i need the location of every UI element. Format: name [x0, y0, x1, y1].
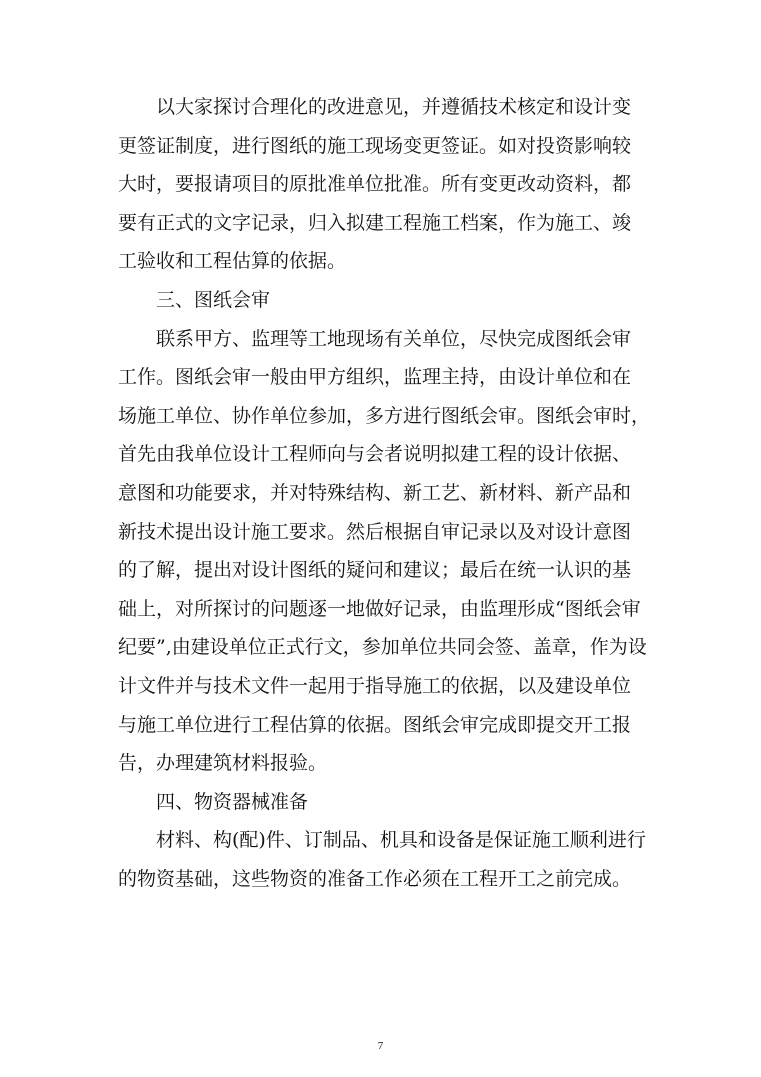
body-text — [118, 88, 651, 898]
paragraph-line: 础上，对所探讨的问题逐一地做好记录，由监理形成“图纸会审 — [118, 597, 641, 620]
paragraph-line: 工作。图纸会审一般由甲方组织，监理主持，由设计单位和在 — [118, 366, 632, 389]
paragraph-line: 告，办理建筑材料报验。 — [118, 752, 328, 775]
paragraph-line: 新技术提出设计施工要求。然后根据自审记录以及对设计意图 — [118, 520, 632, 543]
paragraph-line: 纪要”,由建设单位正式行文，参加单位共同会签、盖章，作为设 — [118, 636, 647, 659]
paragraph-line: 首先由我单位设计工程师向与会者说明拟建工程的设计依据、 — [118, 443, 632, 466]
section-heading-drawing-review: 三、图纸会审 — [156, 288, 271, 311]
paragraph-line: 的物资基础，这些物资的准备工作必须在工程开工之前完成。 — [118, 867, 632, 890]
paragraph-line: 工验收和工程估算的依据。 — [118, 250, 347, 273]
paragraph-line: 要有正式的文字记录，归入拟建工程施工档案，作为施工、竣 — [118, 211, 632, 234]
paragraph-line: 的了解，提出对设计图纸的疑问和建议；最后在统一认识的基 — [118, 559, 632, 582]
page-number: 7 — [377, 1040, 384, 1052]
paragraph-line: 与施工单位进行工程估算的依据。图纸会审完成即提交开工报 — [118, 713, 632, 736]
paragraph-line: 以大家探讨合理化的改进意见，并遵循技术核定和设计变 — [156, 96, 632, 118]
paragraph-line: 场施工单位、协作单位参加，多方进行图纸会审。图纸会审时， — [118, 404, 651, 427]
paragraph-line: 计文件并与技术文件一起用于指导施工的依据，以及建设单位 — [118, 674, 632, 697]
paragraph-line: 意图和功能要求，并对特殊结构、新工艺、新材料、新产品和 — [118, 481, 632, 504]
paragraph-line: 更签证制度，进行图纸的施工现场变更签证。如对投资影响较 — [118, 134, 632, 157]
section-heading-materials-preparation: 四、物资器械准备 — [156, 790, 309, 813]
paragraph-line: 大时，要报请项目的原批准单位批准。所有变更改动资料，都 — [118, 173, 632, 196]
paragraph-line: 材料、构(配)件、订制品、机具和设备是保证施工顺利进行 — [156, 829, 646, 852]
paragraph-line: 联系甲方、监理等工地现场有关单位，尽快完成图纸会审 — [156, 327, 632, 350]
